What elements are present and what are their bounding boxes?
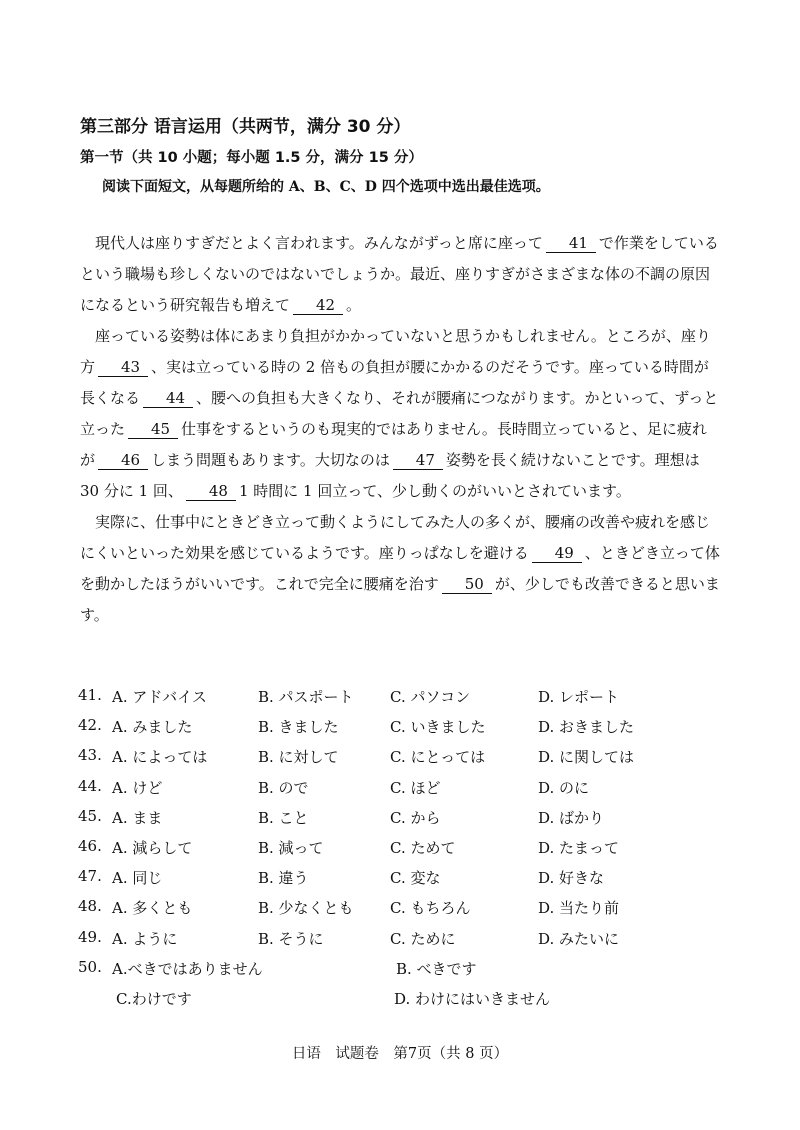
page-footer: 日语 试题卷 第7页（共 8 页） — [291, 1046, 509, 1062]
question-row — [78, 924, 738, 954]
option-b: B. 減って — [258, 838, 324, 857]
option-a: A. によっては — [112, 748, 208, 767]
option-c: C. ほど — [390, 778, 441, 797]
option-d: D. たまって — [538, 838, 620, 857]
option-d: D. ばかり — [538, 808, 605, 827]
option-d: D. わけにはいきません — [394, 989, 551, 1008]
paragraph-2: 座っている姿勢は体にあまり負担がかかっていないと思うかもしれません。ところが、座り方 43 、実は立っている時の 2 倍もの負担が腰にかかるのだそうです。座っている時間が長くなる 44 、腰への負担も大きくなり、それが腰痛につながります。かといって、ずっと立った 45 仕事をするというのも現実的ではありません。長時間立っていると、足に疲れが 46 しまう問題もあります。大切なのは 47 姿勢を長く続けないことです。理想は 30 分に 1 回、 48 1 時間に 1 回立って、少し動くのがいいとされています。 — [80, 327, 719, 500]
blank-49: 49 — [532, 544, 582, 563]
question-number: 48. — [78, 897, 102, 916]
question-row — [78, 712, 738, 742]
option-d: D. 好きな — [538, 869, 605, 888]
question-number: 46. — [78, 836, 102, 855]
question-row — [78, 742, 738, 772]
blank-42: 42 — [293, 296, 343, 315]
option-a: A. 多くとも — [112, 899, 193, 918]
option-c: C. ためて — [390, 838, 456, 857]
option-a: A. 同じ — [112, 869, 163, 888]
option-b: B. 違う — [258, 869, 309, 888]
option-c: C. もちろん — [390, 899, 471, 918]
question-number: 43. — [78, 746, 102, 765]
option-c: C. パソコン — [390, 688, 471, 706]
option-c: C.わけです — [116, 989, 192, 1008]
question-row — [78, 803, 738, 833]
option-a: A.べきではありません — [112, 959, 263, 978]
option-d: D. レポート — [538, 688, 620, 706]
question-row — [78, 863, 738, 893]
paragraph-3: 実際に、仕事中にときどき立って動くようにしてみた人の多くが、腰痛の改善や疲れを感じにくいといった効果を感じているようです。座りっぱなしを避ける 49 、ときどき立って体を動かしたほうがいいです。これで完全に腰痛を治す 50 が、少しでも改善できると思います。 — [80, 513, 720, 624]
question-number: 41. — [78, 686, 102, 704]
question-number: 49. — [78, 927, 102, 946]
option-b: B. きました — [258, 718, 339, 737]
option-d: D. 当たり前 — [538, 899, 620, 918]
option-b: B. そうに — [258, 929, 324, 948]
question-row — [78, 773, 738, 803]
question-number: 45. — [78, 806, 102, 825]
blank-46: 46 — [98, 451, 148, 470]
option-a: A. けど — [112, 778, 163, 797]
section-subtitle: 第一节（共 10 小题；每小题 1.5 分，满分 15 分） — [80, 150, 423, 166]
question-row — [78, 893, 738, 923]
option-c: C. 変な — [390, 869, 441, 888]
option-a: A. 減らして — [112, 838, 193, 857]
instruction: 阅读下面短文，从每题所给的 A、B、C、D 四个选项中选出最佳选项。 — [102, 179, 550, 195]
option-a: A. みました — [112, 718, 193, 737]
option-d: D. みたいに — [538, 929, 620, 948]
question-row-50-continued — [78, 984, 738, 1014]
blank-50: 50 — [442, 575, 492, 594]
option-b: B. べきです — [396, 959, 477, 978]
option-c: C. いきました — [390, 718, 486, 737]
option-d: D. おきました — [538, 718, 635, 737]
option-c: C. から — [390, 808, 441, 827]
blank-48: 48 — [186, 482, 236, 501]
option-a: A. ように — [112, 929, 178, 948]
question-number: 42. — [78, 716, 102, 735]
option-c: C. ために — [390, 929, 456, 948]
option-b: B. こと — [258, 808, 309, 827]
blank-41: 41 — [546, 234, 596, 253]
option-b: B. パスポート — [258, 688, 354, 706]
option-a: A. まま — [112, 808, 163, 827]
reading-passage — [80, 228, 720, 631]
option-c: C. にとっては — [390, 748, 486, 767]
option-b: B. 少なくとも — [258, 899, 354, 918]
question-row — [78, 682, 738, 712]
blank-43: 43 — [98, 358, 148, 377]
option-b: B. ので — [258, 778, 309, 797]
blank-44: 44 — [143, 389, 193, 408]
question-number: 47. — [78, 867, 102, 886]
option-a: A. アドバイス — [112, 688, 207, 706]
paragraph-1: 現代人は座りすぎだとよく言われます。みんながずっと席に座って 41 で作業をしているという職場も珍しくないのではないでしょうか。最近、座りすぎがさまざまな体の不調の原因になるという研究報告も増えて 42 。 — [80, 234, 719, 314]
section-title: 第三部分 语言运用（共两节，满分 30 分） — [80, 117, 411, 137]
question-row — [78, 833, 738, 863]
option-d: D. に関しては — [538, 748, 635, 767]
question-number: 44. — [78, 776, 102, 795]
question-number: 50. — [78, 957, 102, 976]
options-list — [78, 682, 738, 1014]
option-d: D. のに — [538, 778, 590, 797]
blank-45: 45 — [128, 420, 178, 439]
option-b: B. に対して — [258, 748, 339, 767]
question-row-50 — [78, 954, 738, 984]
blank-47: 47 — [393, 451, 443, 470]
